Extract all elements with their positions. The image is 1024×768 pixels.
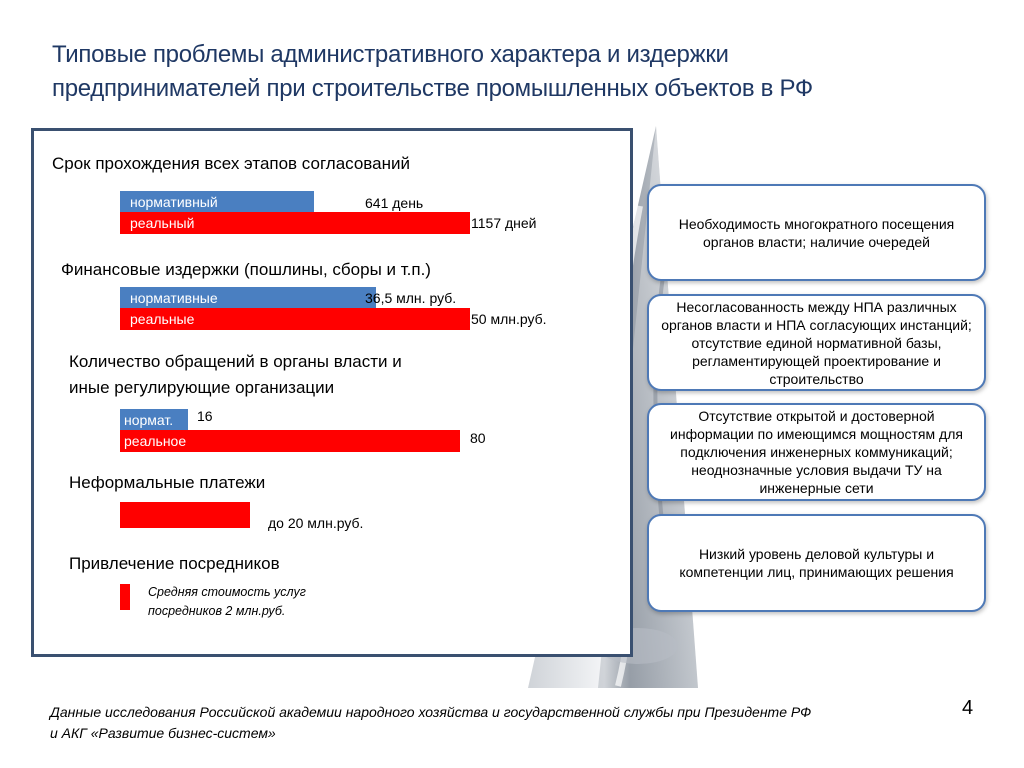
problem-box-regulations (647, 294, 986, 391)
problem-text: Отсутствие открытой и достоверной информации по имеющимся мощностям для подключения инженерных коммуникаций; неоднозначные условия выдачи ТУ на инженерные сети (670, 408, 963, 496)
bar-label: реальное (124, 433, 187, 449)
bar-label: нормативный (130, 194, 218, 210)
value-informal-payments: до 20 млн.руб. (268, 515, 364, 531)
slide-title (52, 38, 952, 106)
source-note-line-2: и АКГ «Развитие бизнес-систем» (50, 725, 276, 741)
heading-appeals-count (69, 349, 402, 401)
problem-text: Необходимость многократного посещения органов власти; наличие очередей (678, 215, 955, 250)
value-appeals-real: 80 (470, 430, 486, 446)
bar-financial-real (120, 308, 470, 330)
bar-intermediaries (120, 584, 130, 610)
bar-approval-normative (120, 191, 314, 212)
problem-text: Несогласованность между НПА различных органов власти и НПА согласующих инстанций; отсутствие единой нормативной базы, регламентирующей проектирование и строительство (661, 298, 972, 387)
bar-label: нормат. (124, 412, 174, 428)
chart-panel (31, 128, 633, 657)
heading-appeals-count-line-2: иные регулирующие организации (69, 378, 335, 397)
page-number: 4 (962, 697, 974, 719)
intermediaries-note (148, 583, 306, 621)
slide-title-line-2: предпринимателей при строительстве промышленных объектов в РФ (52, 75, 813, 102)
problem-box-business-culture (647, 514, 986, 612)
bar-label: реальный (130, 215, 195, 231)
bar-informal-payments (120, 502, 250, 528)
value-approval-normative: 641 день (365, 195, 424, 211)
heading-financial-costs: Финансовые издержки (пошлины, сборы и т.п.) (61, 260, 431, 279)
slide-title-line-1: Типовые проблемы административного характера и издержки (52, 41, 729, 68)
value-appeals-normative: 16 (197, 408, 213, 424)
source-note-line-1: Данные исследования Российской академии народного хозяйства и государственной службы при Президенте РФ (50, 704, 812, 720)
value-approval-real: 1157 дней (471, 215, 537, 231)
bar-label: реальные (130, 311, 195, 327)
bar-financial-normative (120, 287, 376, 308)
heading-approval-time: Срок прохождения всех этапов согласований (52, 154, 410, 173)
problem-box-information (647, 403, 986, 501)
intermediaries-note-line-1: Средняя стоимость услуг (148, 585, 306, 599)
bar-appeals-real (120, 430, 460, 452)
intermediaries-note-line-2: посредников 2 млн.руб. (148, 604, 286, 618)
bar-label: нормативные (130, 290, 218, 306)
value-financial-normative: 36,5 млн. руб. (365, 290, 457, 306)
heading-informal-payments: Неформальные платежи (69, 473, 266, 492)
bar-approval-real (120, 212, 470, 234)
heading-appeals-count-line-1: Количество обращений в органы власти и (69, 352, 402, 371)
source-note (50, 702, 920, 744)
problem-text: Низкий уровень деловой культуры и компетенции лиц, принимающих решения (679, 546, 954, 580)
bar-appeals-normative (120, 409, 188, 430)
value-financial-real: 50 млн.руб. (471, 311, 547, 327)
problem-box-queues (647, 184, 986, 281)
heading-intermediaries: Привлечение посредников (69, 554, 280, 573)
